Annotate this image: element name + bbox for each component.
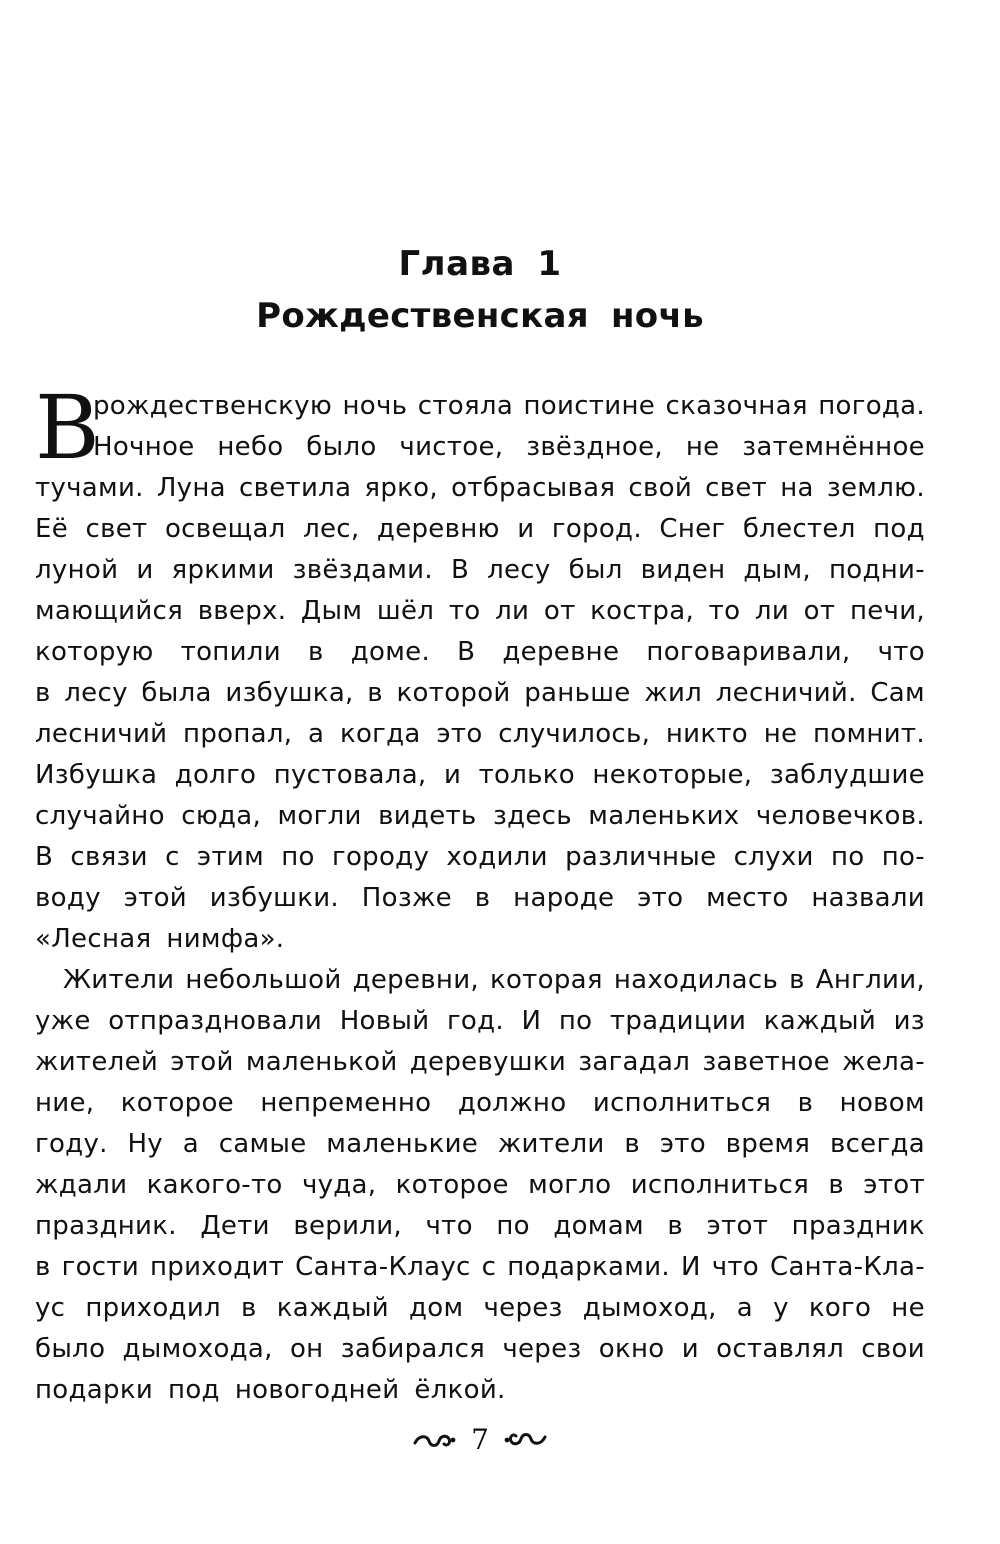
word: светила bbox=[239, 473, 352, 503]
word: случилось, bbox=[498, 719, 651, 749]
word: оставлял bbox=[716, 1334, 845, 1364]
word: И bbox=[521, 1006, 542, 1036]
word: видеть bbox=[378, 801, 477, 831]
word: маленькой bbox=[245, 1047, 398, 1077]
word: по bbox=[558, 1006, 593, 1036]
text-line bbox=[35, 1247, 925, 1288]
word: ус bbox=[35, 1293, 66, 1323]
word: по bbox=[281, 842, 315, 872]
word: через bbox=[502, 1334, 582, 1364]
word: Дети bbox=[200, 1211, 270, 1241]
word: в bbox=[828, 1170, 844, 1200]
word: некоторые, bbox=[592, 760, 753, 790]
word: печи, bbox=[849, 596, 925, 626]
word: яркими bbox=[171, 555, 275, 585]
word: исполниться bbox=[630, 1170, 810, 1200]
word: Ну bbox=[127, 1129, 163, 1159]
drop-cap: В bbox=[35, 376, 100, 479]
word: костра, bbox=[590, 596, 695, 626]
text-line bbox=[35, 673, 925, 714]
text-line bbox=[35, 837, 925, 878]
word: приходит bbox=[150, 1252, 285, 1282]
word: вверх. bbox=[197, 596, 287, 626]
word: это bbox=[637, 883, 684, 913]
word: ли bbox=[495, 596, 530, 626]
word: землю. bbox=[826, 473, 925, 503]
word: ждали bbox=[35, 1170, 128, 1200]
word: пропал, bbox=[183, 719, 293, 749]
word: приходил bbox=[85, 1293, 221, 1323]
word: жители bbox=[497, 1129, 605, 1159]
word: избушка, bbox=[225, 678, 354, 708]
word: ночь bbox=[342, 391, 408, 421]
word: ли bbox=[754, 596, 790, 626]
word: домам bbox=[553, 1211, 644, 1241]
chapter-title: Рождественская ночь bbox=[256, 296, 704, 336]
word: загадал bbox=[578, 1047, 691, 1077]
word: ёлкой. bbox=[414, 1375, 506, 1405]
word: которую bbox=[35, 637, 154, 667]
text-line bbox=[35, 1083, 925, 1124]
word: различные bbox=[565, 842, 717, 872]
word: деревню bbox=[376, 514, 500, 544]
word: звёздное, bbox=[526, 432, 664, 462]
word: подарки bbox=[35, 1375, 154, 1405]
text-line bbox=[35, 1370, 925, 1411]
word: сказочная bbox=[665, 391, 808, 421]
word: помнит. bbox=[812, 719, 925, 749]
word: небольшой bbox=[185, 965, 342, 995]
word: заветное bbox=[702, 1047, 830, 1077]
word: не bbox=[685, 432, 720, 462]
word: погода. bbox=[818, 391, 925, 421]
word: могло bbox=[528, 1170, 612, 1200]
page-number: 7 bbox=[471, 1423, 489, 1456]
word: долго bbox=[174, 760, 257, 790]
word: в bbox=[308, 637, 324, 667]
word: поистине bbox=[523, 391, 656, 421]
word: было bbox=[35, 1334, 106, 1364]
word: традиции bbox=[609, 1006, 747, 1036]
word: каждый bbox=[763, 1006, 877, 1036]
word: слухи bbox=[733, 842, 814, 872]
word: а bbox=[182, 1129, 199, 1159]
word: по bbox=[496, 1211, 530, 1241]
word: в bbox=[35, 1252, 51, 1282]
word: в bbox=[474, 883, 491, 913]
word: новом bbox=[839, 1088, 925, 1118]
word: лес, bbox=[303, 514, 360, 544]
text-line bbox=[35, 591, 925, 632]
word: дымохода, bbox=[122, 1334, 273, 1364]
word: исполниться bbox=[592, 1088, 772, 1118]
word: сюда, bbox=[181, 801, 262, 831]
flourish-right-icon bbox=[503, 1429, 547, 1451]
word: Санта-Кла- bbox=[770, 1252, 925, 1282]
text-line bbox=[35, 1124, 925, 1165]
word: нимфа». bbox=[166, 924, 285, 954]
word: новогодней bbox=[234, 1375, 400, 1405]
word: никто bbox=[665, 719, 749, 749]
word: поговаривали, bbox=[646, 637, 851, 667]
word: не bbox=[891, 1293, 925, 1323]
word: это bbox=[659, 1129, 706, 1159]
text-line bbox=[35, 1329, 925, 1370]
word: то bbox=[708, 596, 741, 626]
text-line bbox=[35, 1001, 925, 1042]
word: этой bbox=[170, 1047, 234, 1077]
word: подни- bbox=[828, 555, 925, 585]
word: этот bbox=[706, 1211, 769, 1241]
word: мающийся bbox=[35, 596, 184, 626]
word: через bbox=[483, 1293, 563, 1323]
word: в bbox=[789, 965, 805, 995]
word: Санта-Клаус bbox=[295, 1252, 471, 1282]
word: свой bbox=[628, 473, 693, 503]
word: Англии, bbox=[815, 965, 925, 995]
word: кого bbox=[808, 1293, 872, 1323]
word: чистое, bbox=[399, 432, 504, 462]
word: свои bbox=[861, 1334, 925, 1364]
word: виден bbox=[640, 555, 726, 585]
word: маленькие bbox=[326, 1129, 479, 1159]
word: небо bbox=[217, 432, 284, 462]
word: свет bbox=[705, 473, 768, 503]
word: место bbox=[706, 883, 789, 913]
word: «Лесная bbox=[35, 924, 152, 954]
word: ярко, bbox=[364, 473, 438, 503]
word: лесничий. bbox=[715, 678, 857, 708]
word: жела- bbox=[842, 1047, 925, 1077]
word: пустовала, bbox=[273, 760, 427, 790]
word: праздник bbox=[791, 1211, 925, 1241]
word: здесь bbox=[492, 801, 572, 831]
word: этим bbox=[196, 842, 265, 872]
text-line bbox=[35, 878, 925, 919]
text-line bbox=[35, 386, 925, 427]
text-line bbox=[35, 960, 925, 1001]
word: в bbox=[367, 678, 383, 708]
word: Избушка bbox=[35, 760, 158, 790]
word: избушки. bbox=[209, 883, 339, 913]
word: затемнённое bbox=[742, 432, 925, 462]
word: городу bbox=[331, 842, 430, 872]
word: Снег bbox=[659, 514, 726, 544]
word: из bbox=[893, 1006, 925, 1036]
word: В bbox=[35, 842, 54, 872]
text-line bbox=[35, 1165, 925, 1206]
word: от bbox=[543, 596, 576, 626]
word: подарками. bbox=[507, 1252, 670, 1282]
word: блестел bbox=[742, 514, 856, 544]
word: И bbox=[680, 1252, 701, 1282]
word: верили, bbox=[293, 1211, 402, 1241]
word: году. bbox=[35, 1129, 108, 1159]
word: Сам bbox=[870, 678, 925, 708]
word: которой bbox=[396, 678, 511, 708]
text-line bbox=[35, 1042, 925, 1083]
word: доме. bbox=[350, 637, 431, 667]
text-line bbox=[35, 796, 925, 837]
word: деревни, bbox=[352, 965, 479, 995]
word: жил bbox=[644, 678, 703, 708]
word: Позже bbox=[361, 883, 452, 913]
text-line bbox=[35, 509, 925, 550]
word: Жители bbox=[63, 965, 175, 995]
word: что bbox=[877, 637, 925, 667]
word: в bbox=[667, 1211, 683, 1241]
word: должно bbox=[457, 1088, 567, 1118]
word: под bbox=[168, 1375, 220, 1405]
word: время bbox=[725, 1129, 811, 1159]
word: только bbox=[478, 760, 575, 790]
word: отбрасывая bbox=[451, 473, 616, 503]
word: год. bbox=[446, 1006, 504, 1036]
word: которое bbox=[120, 1088, 234, 1118]
word: у bbox=[773, 1293, 789, 1323]
text-line bbox=[35, 550, 925, 591]
text-line bbox=[35, 1288, 925, 1329]
word: дым, bbox=[743, 555, 811, 585]
word: в bbox=[624, 1129, 640, 1159]
word: и bbox=[517, 514, 535, 544]
word: назвали bbox=[811, 883, 925, 913]
word: луной bbox=[35, 555, 119, 585]
word: свет bbox=[85, 514, 148, 544]
word: звёздами. bbox=[292, 555, 433, 585]
word: то bbox=[448, 596, 481, 626]
word: что bbox=[425, 1211, 473, 1241]
word: этой bbox=[123, 883, 187, 913]
word: с bbox=[165, 842, 180, 872]
word: народе bbox=[513, 883, 615, 913]
text-line bbox=[35, 755, 925, 796]
word: и bbox=[443, 760, 462, 790]
word: чуда, bbox=[301, 1170, 377, 1200]
word: город. bbox=[551, 514, 642, 544]
word: Ночное bbox=[93, 432, 195, 462]
word: он bbox=[289, 1334, 324, 1364]
word: В bbox=[450, 555, 470, 585]
text-line bbox=[35, 714, 925, 755]
text-line bbox=[35, 1206, 925, 1247]
word: дымоход, bbox=[582, 1293, 717, 1323]
word: дом bbox=[409, 1293, 464, 1323]
word: не bbox=[763, 719, 798, 749]
word: могли bbox=[277, 801, 362, 831]
word: ходили bbox=[446, 842, 548, 872]
word: непременно bbox=[260, 1088, 432, 1118]
word: тучами. bbox=[35, 473, 144, 503]
page-footer bbox=[0, 1420, 960, 1460]
word: В bbox=[457, 637, 476, 667]
word: уже bbox=[35, 1006, 91, 1036]
word: а bbox=[736, 1293, 754, 1323]
word: по- bbox=[881, 842, 925, 872]
word: деревушки bbox=[409, 1047, 567, 1077]
word: Луна bbox=[156, 473, 226, 503]
chapter-number: Глава 1 bbox=[398, 244, 562, 284]
word: забирался bbox=[340, 1334, 486, 1364]
word: раньше bbox=[524, 678, 631, 708]
word: лесу bbox=[487, 555, 551, 585]
word: под bbox=[873, 514, 925, 544]
word: рождественскую bbox=[93, 391, 333, 421]
word: Её bbox=[35, 514, 69, 544]
word: что bbox=[711, 1252, 760, 1282]
word: с bbox=[481, 1252, 497, 1282]
word: и bbox=[136, 555, 154, 585]
word: человечков. bbox=[755, 801, 925, 831]
word: праздник. bbox=[35, 1211, 177, 1241]
word: в bbox=[241, 1293, 257, 1323]
word: по bbox=[830, 842, 865, 872]
word: было bbox=[306, 432, 377, 462]
text-line bbox=[35, 632, 925, 673]
word: маленьких bbox=[588, 801, 740, 831]
word: связи bbox=[70, 842, 148, 872]
word: отпраздновали bbox=[108, 1006, 323, 1036]
word: топили bbox=[180, 637, 281, 667]
word: Дым bbox=[300, 596, 363, 626]
word: гости bbox=[61, 1252, 140, 1282]
word: случайно bbox=[35, 801, 165, 831]
word: находилась bbox=[613, 965, 779, 995]
word: которое bbox=[395, 1170, 509, 1200]
flourish-left-icon bbox=[413, 1429, 457, 1451]
word: лесу bbox=[64, 678, 128, 708]
word: деревне bbox=[502, 637, 620, 667]
word: лесничий bbox=[35, 719, 168, 749]
word: на bbox=[780, 473, 814, 503]
word: каждый bbox=[276, 1293, 389, 1323]
word: жителей bbox=[35, 1047, 159, 1077]
body-text bbox=[35, 376, 925, 1411]
text-line bbox=[35, 427, 925, 468]
word: этот bbox=[863, 1170, 925, 1200]
word: какого-то bbox=[146, 1170, 283, 1200]
word: Новый bbox=[339, 1006, 430, 1036]
word: шёл bbox=[376, 596, 435, 626]
word: освещал bbox=[164, 514, 286, 544]
word: заблудшие bbox=[769, 760, 925, 790]
word: и bbox=[681, 1334, 699, 1364]
word: это bbox=[436, 719, 483, 749]
word: ние, bbox=[35, 1088, 95, 1118]
word: самые bbox=[218, 1129, 307, 1159]
word: в bbox=[797, 1088, 814, 1118]
word: была bbox=[141, 678, 212, 708]
word: которая bbox=[489, 965, 603, 995]
word: а bbox=[308, 719, 325, 749]
word: всегда bbox=[829, 1129, 925, 1159]
text-line bbox=[35, 919, 925, 960]
word: в bbox=[35, 678, 51, 708]
word: стояла bbox=[417, 391, 514, 421]
word: от bbox=[803, 596, 836, 626]
word: воду bbox=[35, 883, 101, 913]
word: окно bbox=[598, 1334, 665, 1364]
word: когда bbox=[339, 719, 421, 749]
word: был bbox=[568, 555, 623, 585]
text-line bbox=[35, 468, 925, 509]
